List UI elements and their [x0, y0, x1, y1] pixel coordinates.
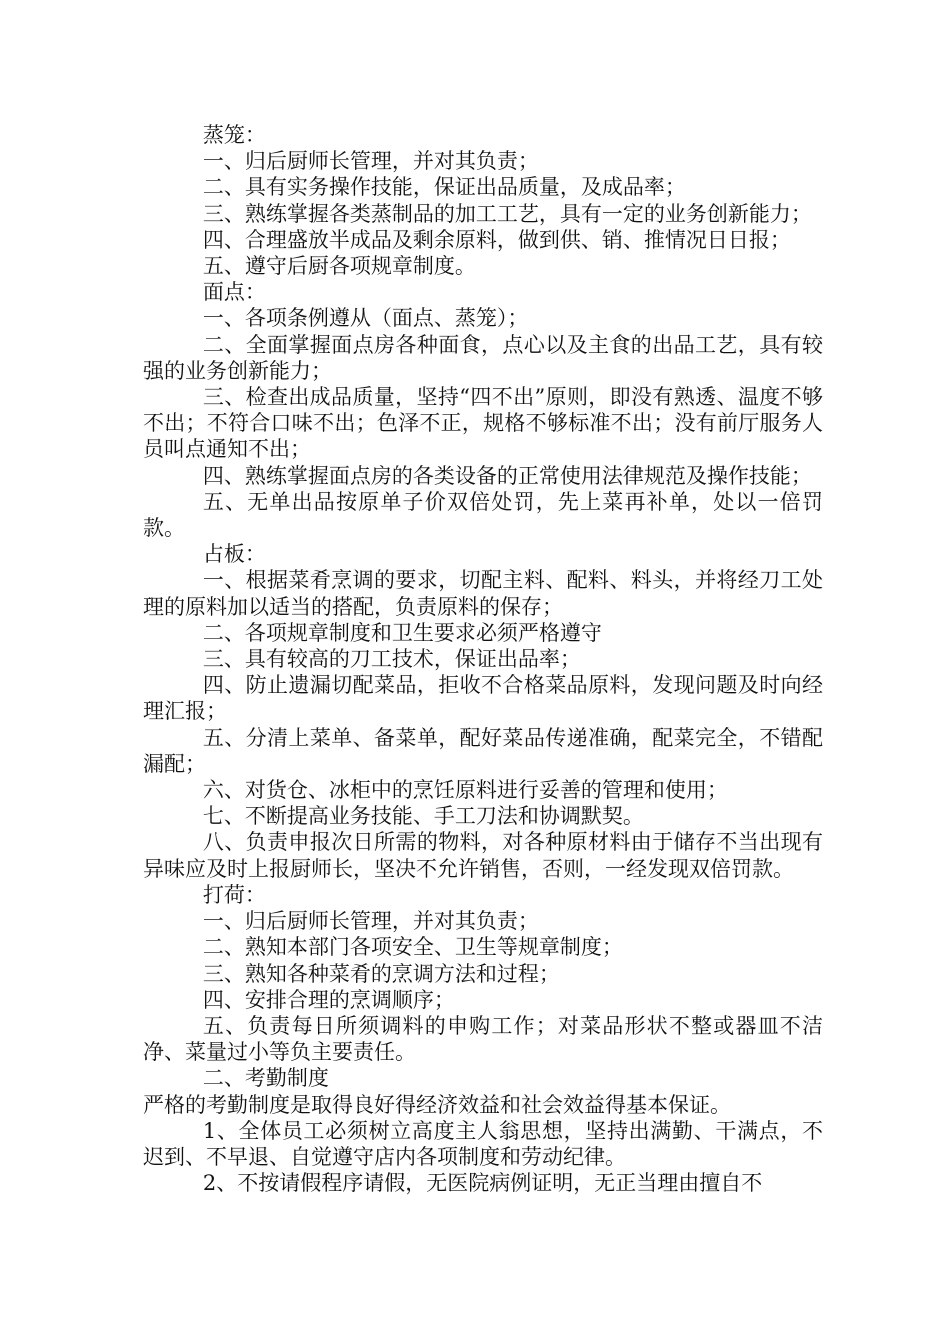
- section-heading-steamer: 蒸笼：: [202, 123, 266, 147]
- list-item: 一、归后厨师长管理，并对其负责；: [202, 909, 539, 934]
- section-heading-plating: 打荷：: [202, 882, 266, 907]
- section-heading-pastry: 面点：: [202, 280, 266, 305]
- intro-paragraph: 严格的考勤制度是取得良好得经济效益和社会效益得基本保证。: [143, 1092, 731, 1117]
- list-item: 一、根据菜肴烹调的要求，切配主料、配料、料头，并将经刀工处理的原料加以适当的搭配，负责原料的保存；: [143, 568, 823, 619]
- section-heading-cutting-board: 占板：: [202, 542, 266, 567]
- list-item: 八、负责申报次日所需的物料，对各种原材料由于储存不当出现有异味应及时上报厨师长，坚决不允许销售，否则，一经发现双倍罚款。: [143, 830, 823, 881]
- list-item: 七、不断提高业务技能、手工刀法和协调默契。: [202, 804, 644, 829]
- list-item: 一、归后厨师长管理，并对其负责；: [202, 149, 539, 174]
- list-item: 五、分清上菜单、备菜单，配好菜品传递准确，配菜完全，不错配漏配；: [143, 725, 823, 776]
- list-item: 四、防止遗漏切配菜品，拒收不合格菜品原料，发现问题及时向经理汇报；: [143, 673, 823, 724]
- list-item: 三、熟练掌握各类蒸制品的加工工艺，具有一定的业务创新能力；: [202, 201, 812, 226]
- list-item: 三、熟知各种菜肴的烹调方法和过程；: [202, 961, 560, 986]
- list-item: 四、安排合理的烹调顺序；: [202, 987, 455, 1012]
- list-item: 五、负责每日所须调料的申购工作；对菜品形状不整或器皿不洁净、菜量过小等负主要责任。: [143, 1013, 823, 1065]
- list-item: 二、全面掌握面点房各种面食，点心以及主食的出品工艺，具有较强的业务创新能力；: [143, 332, 823, 383]
- list-item: 一、各项条例遵从（面点、蒸笼）；: [202, 306, 529, 331]
- list-item: 2、不按请假程序请假，无医院病例证明，无正当理由擅自不: [202, 1171, 763, 1196]
- list-item: 三、具有较高的刀工技术，保证出品率；: [202, 647, 581, 672]
- list-item: 六、对货仓、冰柜中的烹饪原料进行妥善的管理和使用；: [202, 778, 728, 803]
- list-item: 1、全体员工必须树立高度主人翁思想，坚持出满勤、干满点，不迟到、不早退、自觉遵守店内各项制度和劳动纪律。: [143, 1118, 823, 1169]
- list-item: 五、遵守后厨各项规章制度。: [202, 254, 476, 279]
- list-item: 五、无单出品按原单子价双倍处罚，先上菜再补单，处以一倍罚款。: [143, 489, 823, 541]
- document-body: [143, 122, 823, 1196]
- list-item: 二、具有实务操作技能，保证出品质量，及成品率；: [202, 175, 686, 200]
- section-heading-attendance: 二、考勤制度: [202, 1066, 329, 1091]
- list-item: 二、各项规章制度和卫生要求必须严格遵守: [202, 620, 602, 645]
- list-item: 四、熟练掌握面点房的各类设备的正常使用法律规范及操作技能；: [202, 463, 812, 488]
- list-item: 三、检查出成品质量，坚持“四不出”原则，即没有熟透、温度不够不出；不符合口味不出；色泽不正，规格不够标准不出；没有前厅服务人员叫点通知不出；: [143, 385, 823, 462]
- list-item: 四、合理盛放半成品及剩余原料，做到供、销、推情况日日报；: [202, 227, 791, 252]
- list-item: 二、熟知本部门各项安全、卫生等规章制度；: [202, 935, 623, 960]
